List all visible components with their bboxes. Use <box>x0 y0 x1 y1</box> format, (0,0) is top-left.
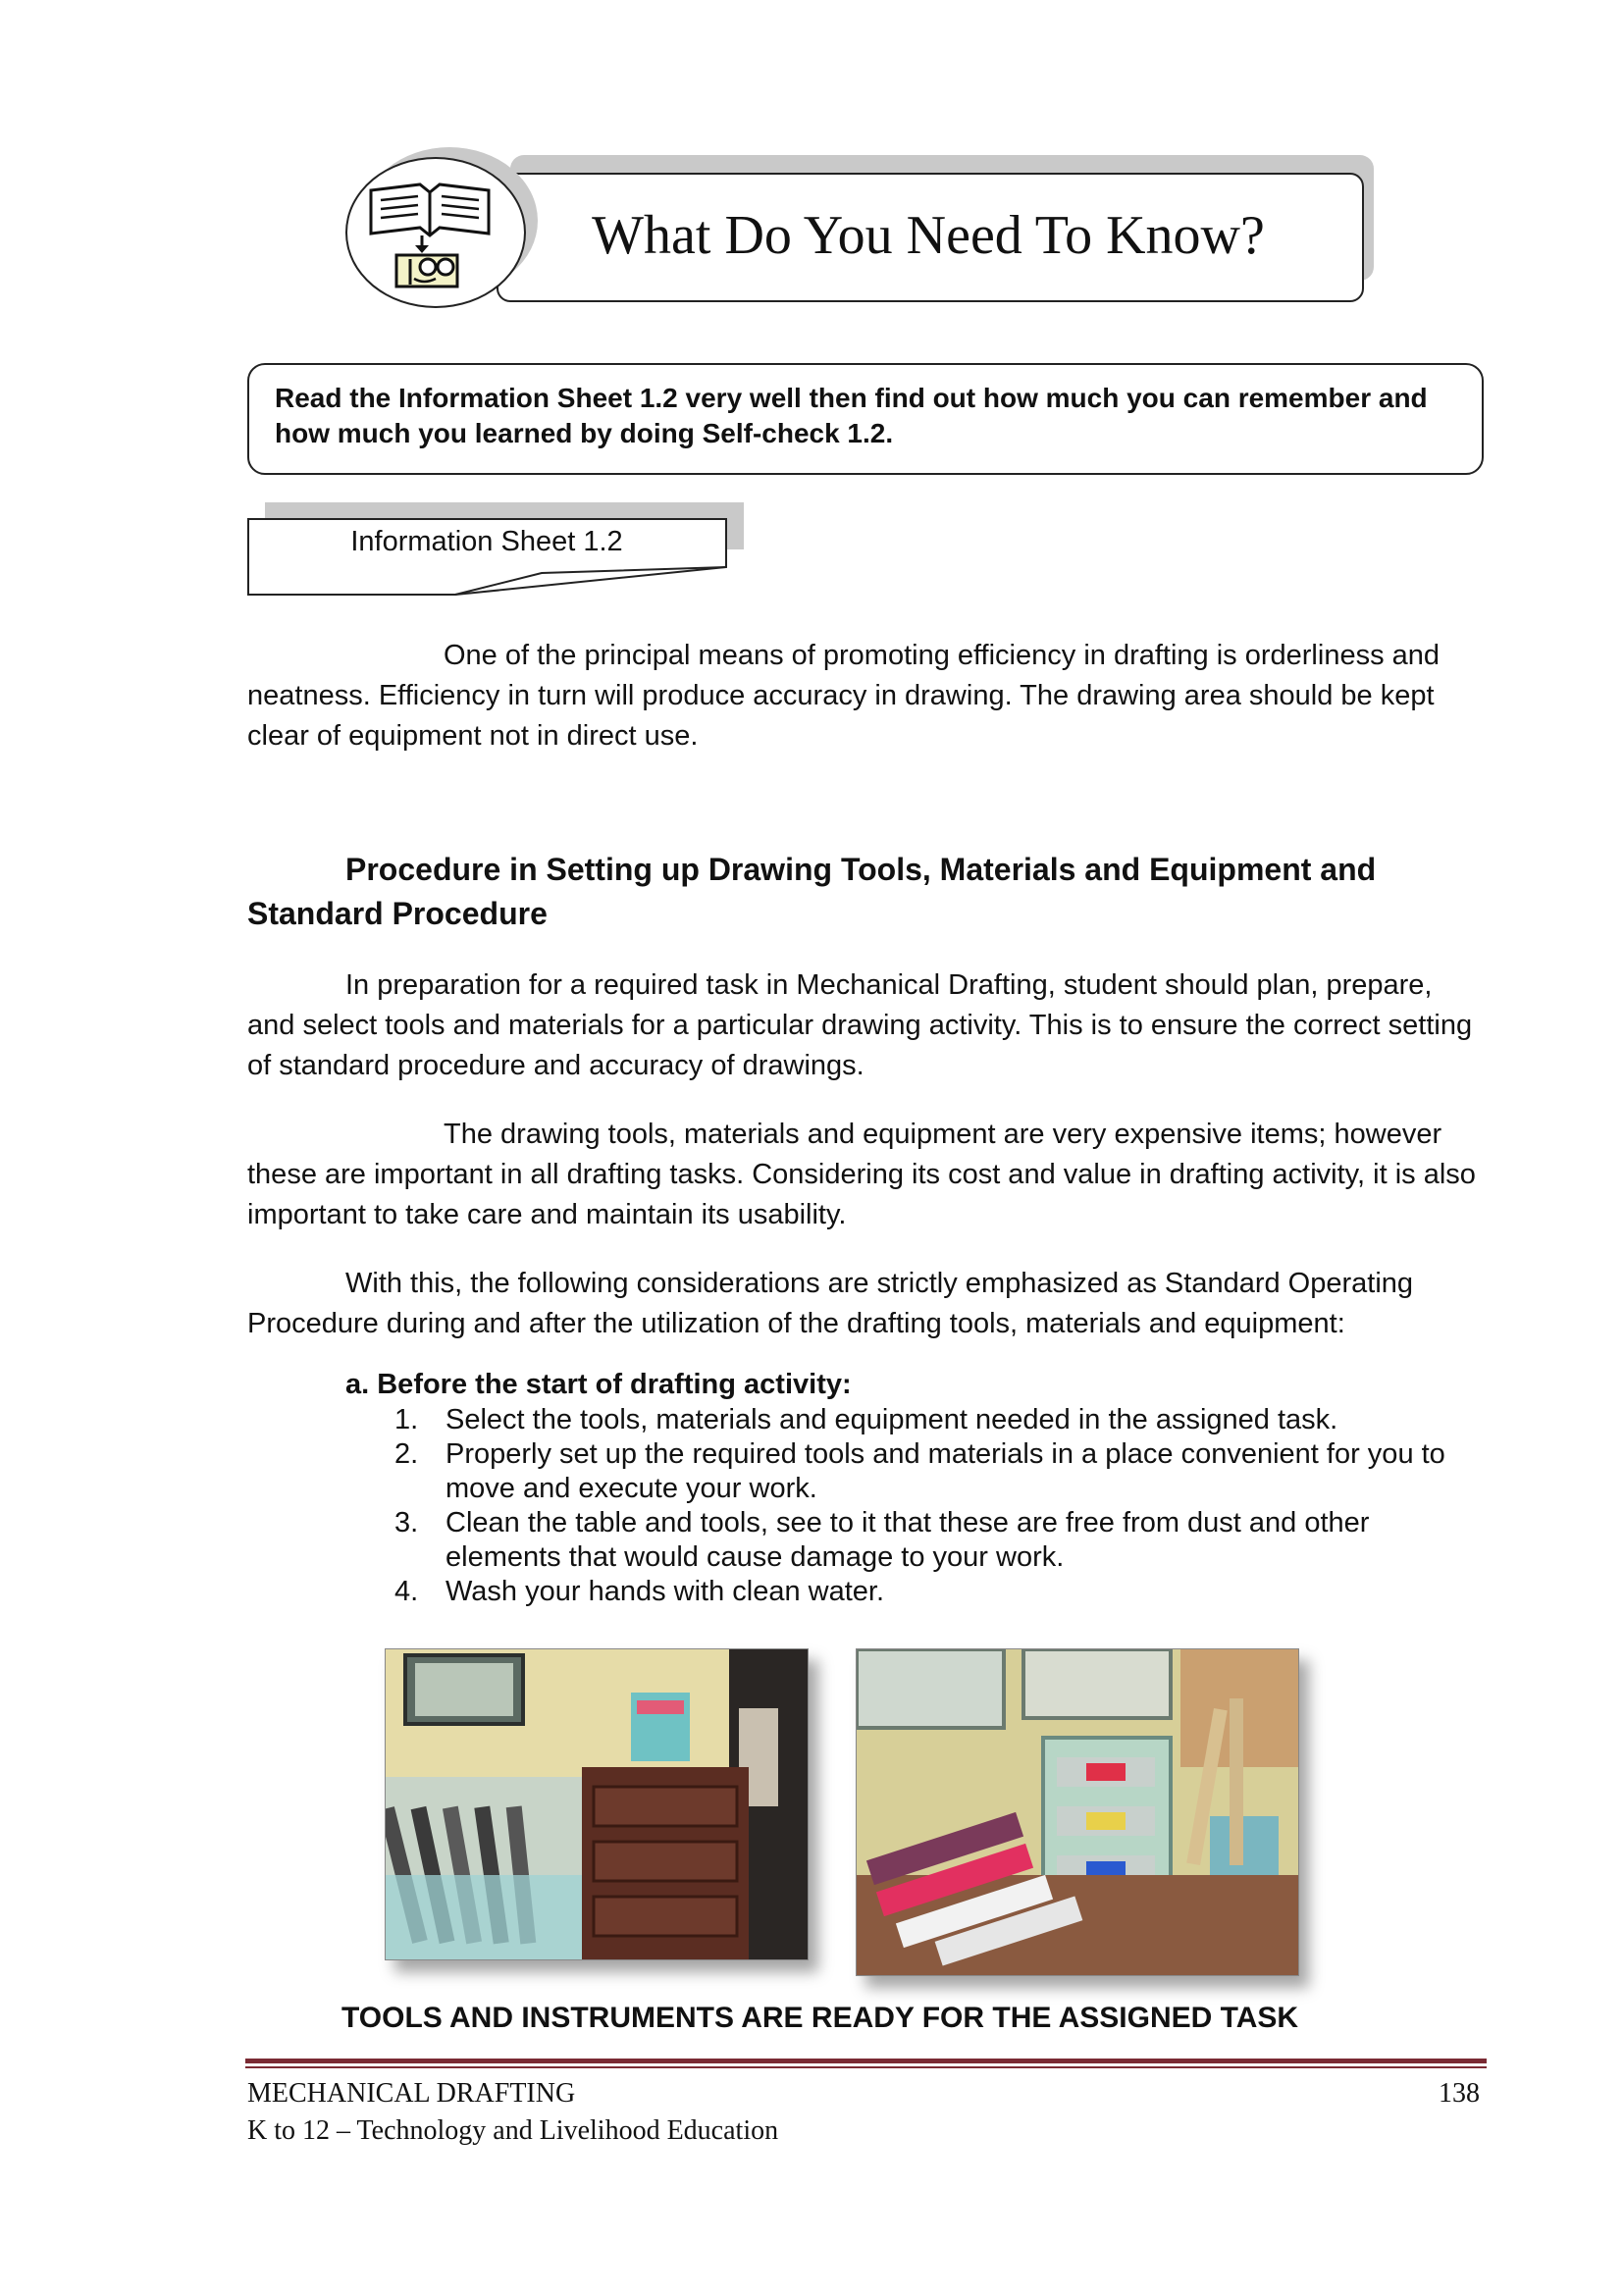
list-item <box>394 1437 1484 1506</box>
preparation-paragraph: In preparation for a required task in Mechanical Drafting, student should plan, prepare, and select tools and materials for a particular drawing activity. This is to ensure the correct setting of standard procedure and accuracy of drawings. <box>247 969 1473 1081</box>
footer-rule <box>245 2059 1487 2063</box>
list-item-number: 2. <box>394 1438 419 1470</box>
tools-care-paragraph: The drawing tools, materials and equipment are very expensive items; however these are important in all drafting tasks. Considering its cost and value in drafting activity, it is also important to take care and maintain its usability. <box>247 1119 1476 1230</box>
intro-paragraph: One of the principal means of promoting efficiency in drafting is orderliness and neatness. Efficiency in turn will produce accuracy in drawing. The drawing area should be kept clear of equipment not in direct use. <box>247 640 1441 752</box>
list-item-number: 1. <box>394 1404 419 1435</box>
list-item <box>394 1506 1484 1575</box>
instruction-box: Read the Information Sheet 1.2 very well then find out how much you can remember and how much you learned by doing Self-check 1.2. <box>247 363 1484 475</box>
photo-caption: TOOLS AND INSTRUMENTS ARE READY FOR THE ASSIGNED TASK <box>341 2002 1299 2034</box>
info-sheet-label: Information Sheet 1.2 <box>350 525 623 557</box>
list-heading: a. Before the start of drafting activity: <box>345 1369 852 1400</box>
procedure-paragraph: With this, the following considerations are strictly emphasized as Standard Operating Procedure during and after the utilization of the drafting tools, materials and equipment: <box>247 1268 1414 1339</box>
footer-rule-thin <box>245 2066 1487 2068</box>
footer-subject: MECHANICAL DRAFTING <box>247 2078 576 2109</box>
list-item <box>394 1575 1484 1610</box>
section-heading: Procedure in Setting up Drawing Tools, Materials and Equipment and Standard Procedure <box>247 852 1377 931</box>
page-number: 138 <box>1439 2078 1480 2109</box>
book-reader-icon <box>363 177 500 294</box>
footer-program: K to 12 – Technology and Livelihood Education <box>247 2115 779 2146</box>
list-item-number: 3. <box>394 1507 419 1538</box>
photo-drawers <box>385 1648 809 1960</box>
page-title: What Do You Need To Know? <box>592 205 1265 266</box>
list-item-number: 4. <box>394 1576 419 1607</box>
list-item-text: Select the tools, materials and equipment needed in the assigned task. <box>445 1404 1338 1435</box>
photo-supplies <box>856 1648 1299 1976</box>
list-item-text: Properly set up the required tools and materials in a place convenient for you to move and execute your work. <box>445 1438 1445 1504</box>
list-item-text: Wash your hands with clean water. <box>445 1576 885 1607</box>
list-item <box>394 1403 1484 1438</box>
list-item-text: Clean the table and tools, see to it that these are free from dust and other elements that would cause damage to your work. <box>445 1507 1370 1573</box>
